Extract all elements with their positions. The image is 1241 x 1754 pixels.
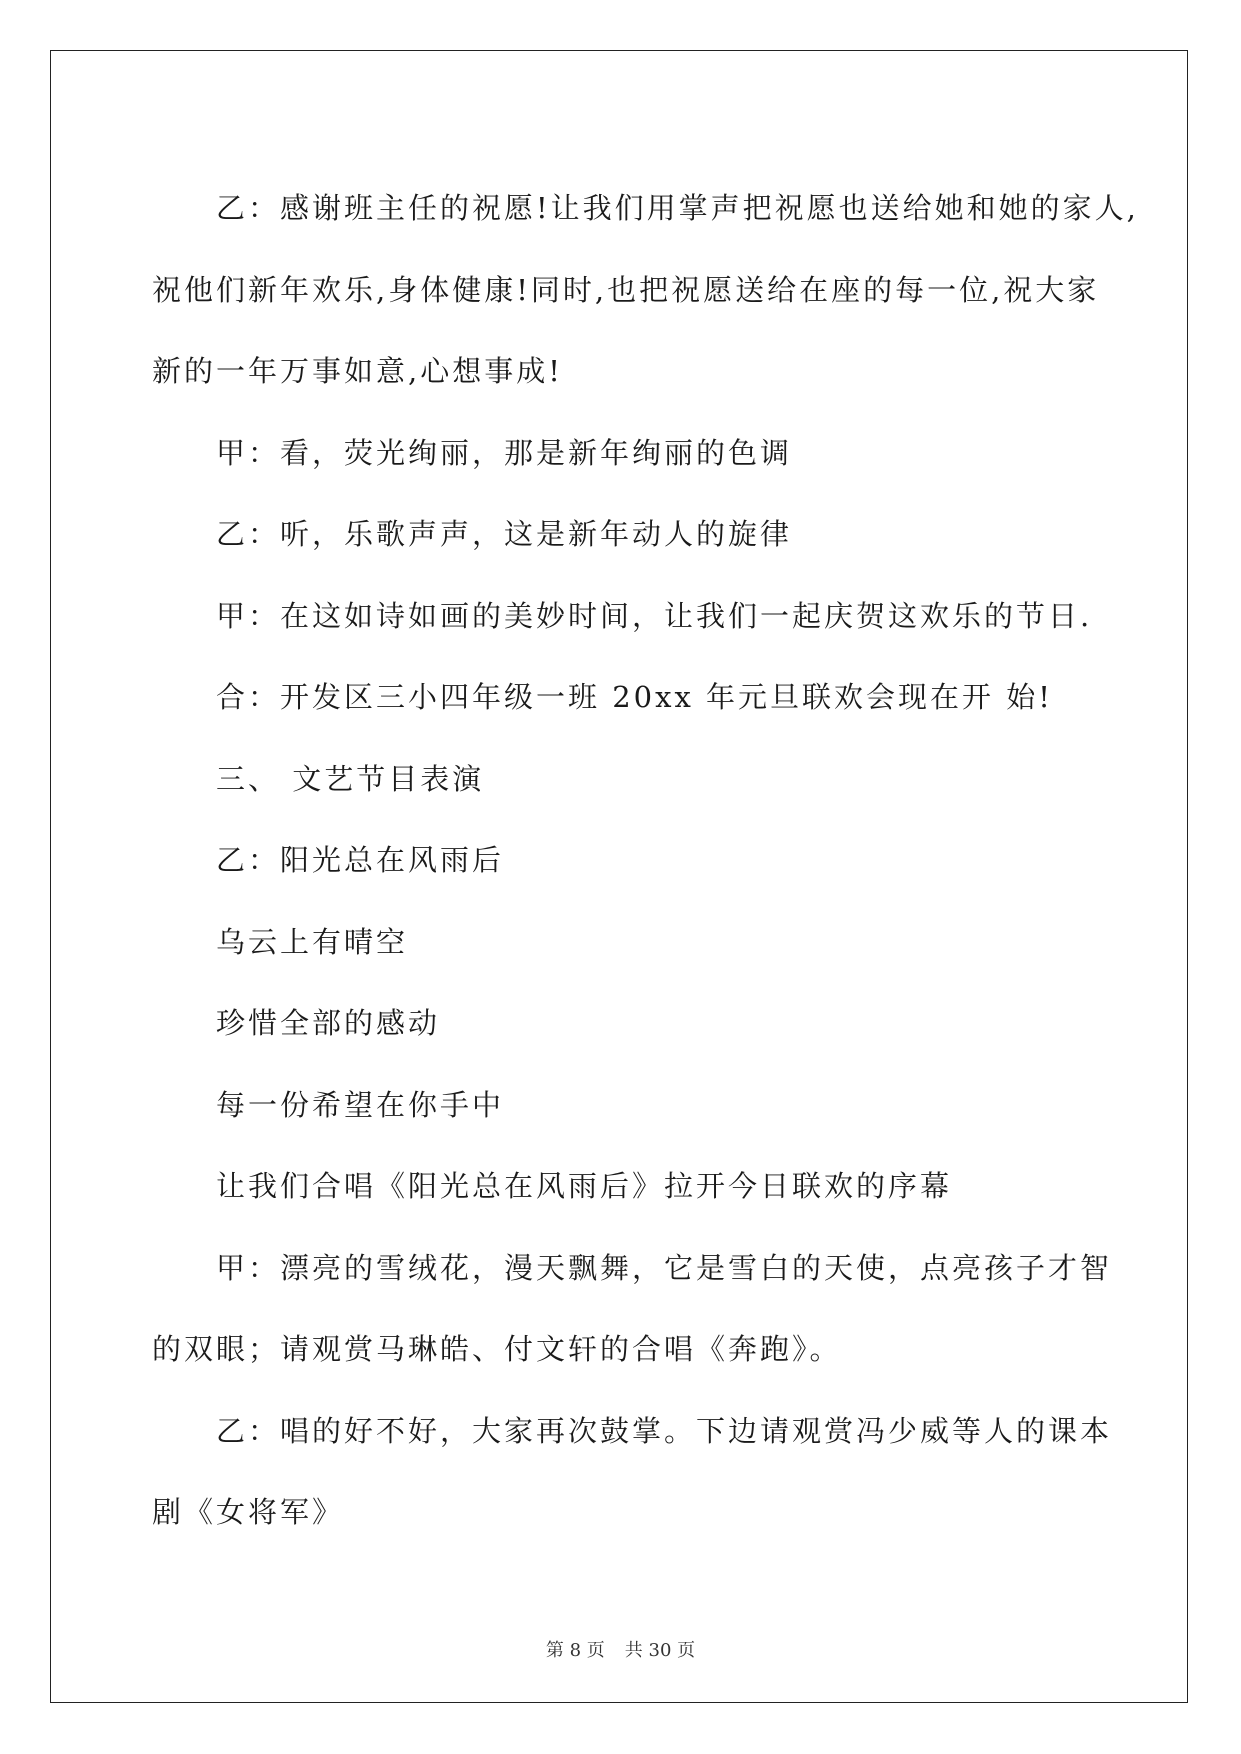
text-line: 剧《女将军》 bbox=[152, 1495, 345, 1529]
text-line: 让我们合唱《阳光总在风雨后》拉开今日联欢的序幕 bbox=[216, 1169, 953, 1203]
page-footer bbox=[0, 1636, 1241, 1662]
text-line: 乙：阳光总在风雨后 bbox=[216, 843, 505, 877]
page-number: 第 8 页 bbox=[545, 1640, 605, 1661]
text-line: 祝他们新年欢乐,身体健康!同时,也把祝愿送给在座的每一位,祝大家 bbox=[152, 272, 1100, 307]
text-line: 每一份希望在你手中 bbox=[216, 1087, 505, 1122]
page-total: 共 30 页 bbox=[624, 1640, 696, 1661]
text-line: 乙：唱的好不好，大家再次鼓掌。下边请观赏冯少威等人的课本 bbox=[216, 1413, 1113, 1448]
section-heading: 三、 文艺节目表演 bbox=[216, 761, 485, 796]
text-line: 新的一年万事如意,心想事成! bbox=[152, 354, 563, 388]
text-line: 甲：在这如诗如画的美妙时间，让我们一起庆贺这欢乐的节日. bbox=[216, 598, 1093, 633]
text-line: 甲：漂亮的雪绒花，漫天飘舞，它是雪白的天使，点亮孩子才智 bbox=[216, 1250, 1113, 1285]
text-line: 乌云上有晴空 bbox=[216, 924, 409, 959]
document-body bbox=[152, 168, 1139, 1554]
text-line: 的双眼；请观赏马琳皓、付文轩的合唱《奔跑》。 bbox=[152, 1332, 842, 1366]
text-line: 珍惜全部的感动 bbox=[216, 1006, 441, 1040]
text-line: 乙：听，乐歌声声，这是新年动人的旋律 bbox=[216, 517, 793, 551]
text-line: 合：开发区三小四年级一班 20xx 年元旦联欢会现在开 始! bbox=[216, 680, 1053, 714]
text-line: 乙：感谢班主任的祝愿!让我们用掌声把祝愿也送给她和她的家人, bbox=[216, 191, 1139, 225]
text-line: 甲：看，荧光绚丽，那是新年绚丽的色调 bbox=[216, 435, 793, 470]
